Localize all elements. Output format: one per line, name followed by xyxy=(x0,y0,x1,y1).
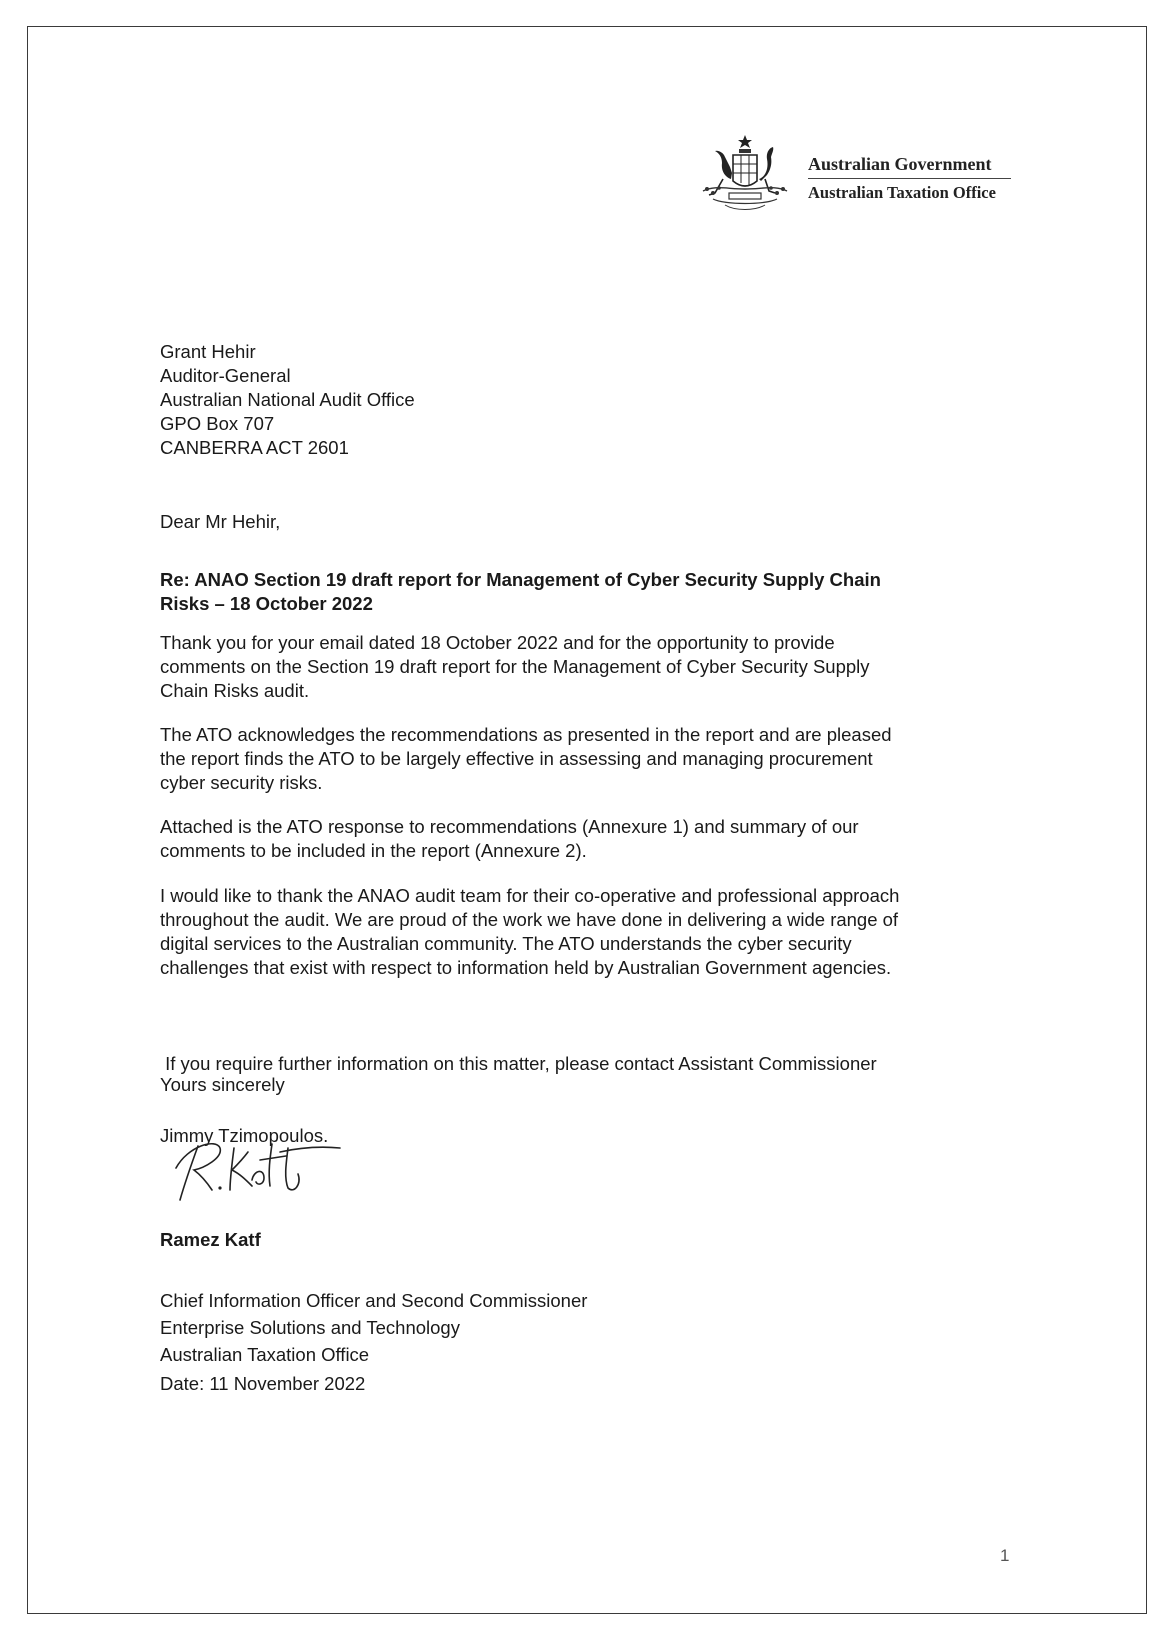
closing: Yours sincerely xyxy=(160,1074,285,1095)
signatory-agency: Australian Taxation Office xyxy=(160,1344,370,1365)
subject-line: Risks – 18 October 2022 xyxy=(160,593,373,614)
recipient-city: CANBERRA ACT 2601 xyxy=(160,437,349,458)
paragraph-line: comments on the Section 19 draft report for the Management of Cyber Security Supply xyxy=(160,656,870,677)
subject-line: Re: ANAO Section 19 draft report for Management of Cyber Security Supply Chain xyxy=(160,569,881,590)
paragraph-line: Thank you for your email dated 18 October 2022 and for the opportunity to provide xyxy=(160,632,835,653)
paragraph-line: digital services to the Australian community. The ATO understands the cyber security xyxy=(160,933,852,954)
paragraph-line: I would like to thank the ANAO audit team for their co-operative and professional approach xyxy=(160,885,900,906)
subject-heading xyxy=(160,568,881,616)
recipient-name: Grant Hehir xyxy=(160,341,256,362)
paragraph-line: If you require further information on this matter, please contact Assistant Commissioner xyxy=(160,1053,877,1074)
recipient-organisation: Australian National Audit Office xyxy=(160,389,415,410)
paragraph xyxy=(160,723,892,795)
paragraph-line: Chain Risks audit. xyxy=(160,680,310,701)
signatory-name: Ramez Katf xyxy=(160,1229,261,1250)
recipient-postal: GPO Box 707 xyxy=(160,413,275,434)
paragraph-line: the report finds the ATO to be largely effective in assessing and managing procurement xyxy=(160,748,873,769)
paragraph xyxy=(160,884,899,980)
recipient-address xyxy=(160,340,415,460)
page-number: 1 xyxy=(1000,1546,1010,1565)
letterhead xyxy=(695,133,1025,213)
signatory-details xyxy=(160,1289,587,1396)
paragraph-line: cyber security risks. xyxy=(160,772,323,793)
paragraph-line: challenges that exist with respect to information held by Australian Government agencies. xyxy=(160,957,892,978)
paragraph-line: The ATO acknowledges the recommendations as presented in the report and are pleased xyxy=(160,724,892,745)
coat-of-arms-icon xyxy=(695,133,795,213)
paragraph-line: comments to be included in the report (Annexure 2). xyxy=(160,840,587,861)
signatory-division: Enterprise Solutions and Technology xyxy=(160,1317,460,1338)
signatory-role: Chief Information Officer and Second Commissioner xyxy=(160,1290,588,1311)
salutation: Dear Mr Hehir, xyxy=(160,511,281,532)
recipient-title: Auditor-General xyxy=(160,365,291,386)
paragraph-line: throughout the audit. We are proud of the work we have done in delivering a wide range of xyxy=(160,909,899,930)
government-name: Australian Government xyxy=(808,154,992,174)
signature-image xyxy=(168,1128,353,1208)
paragraph xyxy=(160,631,870,703)
agency-name: Australian Taxation Office xyxy=(808,183,996,202)
paragraph-line: Jimmy Tzimopoulos. xyxy=(160,1125,329,1146)
paragraph-line: Attached is the ATO response to recommendations (Annexure 1) and summary of our xyxy=(160,816,859,837)
letter-date: Date: 11 November 2022 xyxy=(160,1373,366,1394)
letterhead-text xyxy=(808,153,1011,203)
letterhead-divider xyxy=(808,178,1011,179)
paragraph xyxy=(160,815,859,863)
